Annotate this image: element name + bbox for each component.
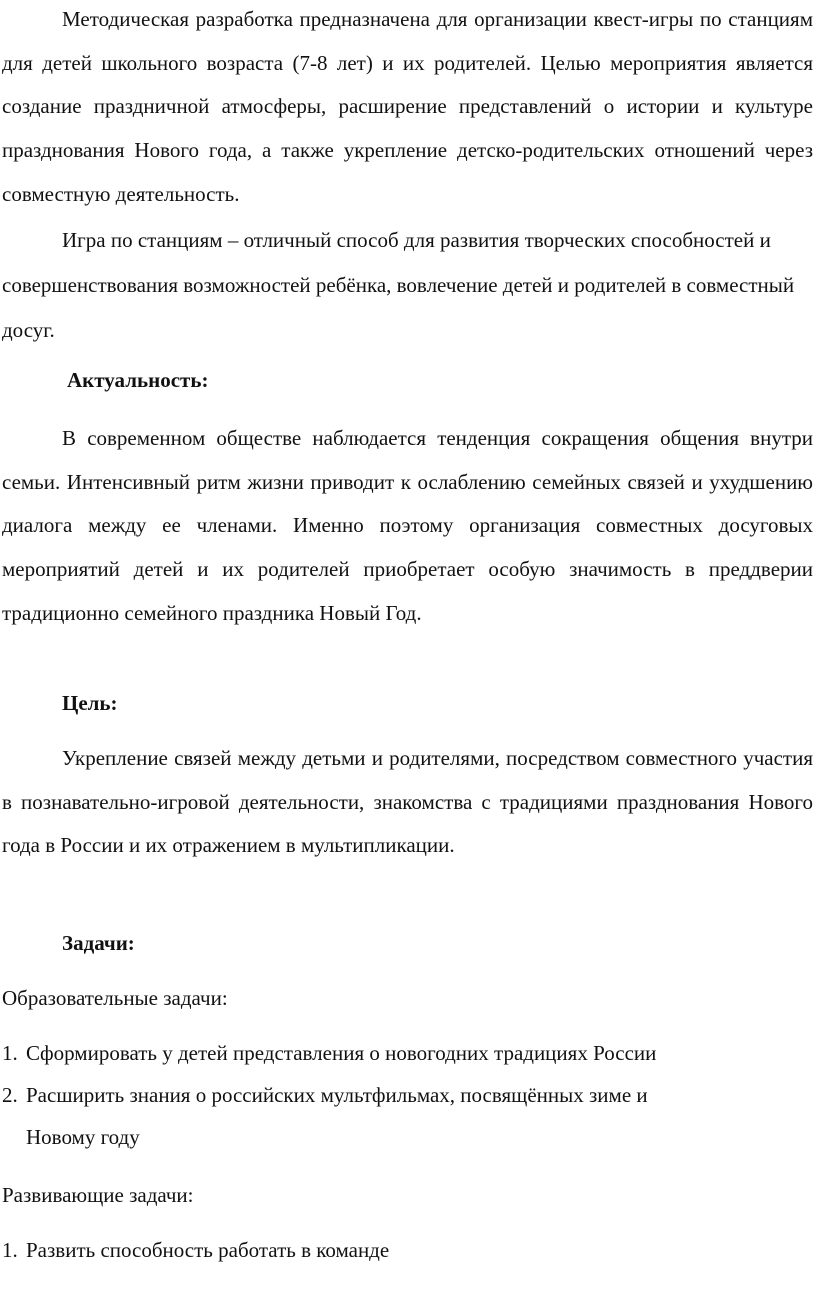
- list-item-continuation: Новому году: [26, 1125, 140, 1149]
- list-item-text: Развить способность работать в команде: [26, 1238, 390, 1262]
- list-item-text: Расширить знания о российских мультфильмах, посвящённых зиме и: [26, 1083, 648, 1107]
- relevance-text: В современном обществе наблюдается тенденция сокращения общения внутри семьи. Интенсивный ритм жизни приводит к ослаблению семейных связей и ухудшению диалога между ее членами. Именно поэтому организация совместных досуговых мероприятий детей и их родителей приобретает особую значимость в преддверии традиционно семейного праздника Новый Год.: [2, 426, 813, 625]
- goal-heading: Цель:: [62, 691, 118, 715]
- goal-text: Укрепление связей между детьми и родителями, посредством совместного участия в познавательно-игровой деятельности, знакомства с традициями празднования Нового года в России и их отражением в мультипликации.: [2, 746, 813, 858]
- list-item: [2, 1074, 792, 1158]
- list-item-number: 1.: [2, 1041, 18, 1065]
- intro-paragraph-1: Методическая разработка предназначена для организации квест-игры по станциям для детей школьного возраста (7-8 лет) и их родителей. Целью мероприятия является создание праздничной атмосферы, расширение представлений о истории и культуре празднования Нового года, а также укрепление детско-родительских отношений через совместную деятельность.: [2, 7, 813, 206]
- list-item: [2, 1032, 792, 1074]
- tasks-heading: Задачи:: [62, 931, 135, 955]
- list-item-number: 2.: [2, 1083, 18, 1107]
- educational-tasks-label: Образовательные задачи:: [2, 986, 228, 1010]
- relevance-heading: Актуальность:: [67, 368, 209, 392]
- list-item: [2, 1229, 792, 1271]
- list-item-number: 1.: [2, 1238, 18, 1262]
- developmental-tasks-label: Развивающие задачи:: [2, 1183, 194, 1207]
- list-item-text: Сформировать у детей представления о новогодних традициях России: [26, 1041, 657, 1065]
- intro-paragraph-2: Игра по станциям – отличный способ для развития творческих способностей и совершенствования возможностей ребёнка, вовлечение детей и родителей в совместный досуг.: [2, 228, 795, 342]
